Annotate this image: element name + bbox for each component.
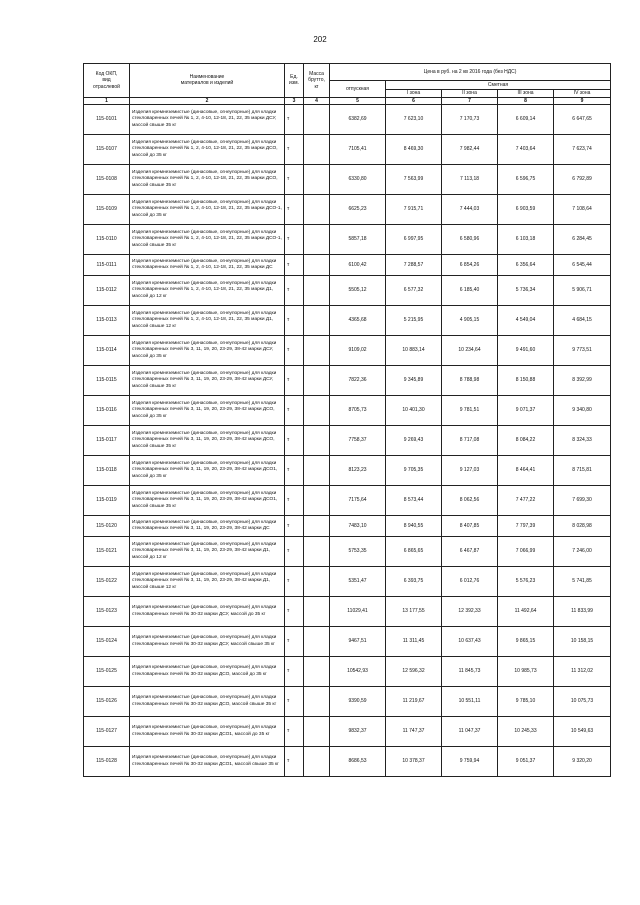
row-name: Изделия кремнеземистые (динасовые, огнеупорные) для кладки стекловаренных печей № 1, 2, 4-10, 12-18, 21, 22, 35 марки ДСУ, массой свыше 35 кг [130,105,285,135]
row-zone-2-price: 9 759,94 [442,747,498,777]
row-unit: т [285,255,304,276]
row-mass [304,195,330,225]
row-zone-1-price: 6 393,75 [386,567,442,597]
row-zone-3-price: 7 066,99 [498,537,554,567]
row-zone-2-price: 8 407,85 [442,516,498,537]
row-name: Изделия кремнеземистые (динасовые, огнеупорные) для кладки стекловаренных печей № 3, 11, 19, 20, 23-29, 38-42 марки ДСУ, массой до 35 кг [130,336,285,366]
row-zone-4-price: 6 647,65 [554,105,611,135]
row-code: 115-0124 [84,627,130,657]
row-unit: т [285,597,304,627]
table-row [84,486,611,516]
row-zone-4-price: 9 773,51 [554,336,611,366]
row-zone-2-price: 8 788,98 [442,366,498,396]
row-zone-2-price: 8 062,56 [442,486,498,516]
row-name: Изделия кремнеземистые (динасовые, огнеупорные) для кладки стекловаренных печей № 30-32 марки ДСУ, массой до 35 кг [130,597,285,627]
row-code: 115-0119 [84,486,130,516]
row-zone-4-price: 8 715,81 [554,456,611,486]
row-zone-3-price: 11 492,64 [498,597,554,627]
row-code: 115-0126 [84,687,130,717]
row-zone-4-price: 4 684,15 [554,306,611,336]
row-release-price: 6100,42 [330,255,386,276]
row-zone-2-price: 10 234,64 [442,336,498,366]
row-name: Изделия кремнеземистые (динасовые, огнеупорные) для кладки стекловаренных печей № 1, 2, 4-10, 12-18, 21, 22, 35 марки ДС [130,255,285,276]
header-zone-2: II зона [442,90,498,98]
row-zone-1-price: 5 215,95 [386,306,442,336]
row-zone-3-price: 6 356,64 [498,255,554,276]
row-code: 115-0107 [84,135,130,165]
row-mass [304,747,330,777]
row-zone-1-price: 10 378,37 [386,747,442,777]
row-code: 115-0111 [84,255,130,276]
row-code: 115-0115 [84,366,130,396]
row-code: 115-0125 [84,657,130,687]
row-name: Изделия кремнеземистые (динасовые, огнеупорные) для кладки стекловаренных печей № 30-32 марки ДСО, массой свыше 35 кг [130,687,285,717]
col-number: 9 [554,97,611,105]
row-release-price: 6382,69 [330,105,386,135]
row-zone-1-price: 9 345,89 [386,366,442,396]
row-zone-4-price: 10 549,63 [554,717,611,747]
row-zone-2-price: 7 113,18 [442,165,498,195]
row-mass [304,537,330,567]
row-zone-1-price: 9 705,35 [386,456,442,486]
row-release-price: 7105,41 [330,135,386,165]
row-unit: т [285,627,304,657]
row-release-price: 7175,64 [330,486,386,516]
table-row [84,396,611,426]
row-unit: т [285,225,304,255]
row-zone-1-price: 6 577,32 [386,276,442,306]
row-unit: т [285,657,304,687]
row-mass [304,597,330,627]
table-row [84,627,611,657]
row-code: 115-0122 [84,567,130,597]
row-mass [304,657,330,687]
row-name: Изделия кремнеземистые (динасовые, огнеупорные) для кладки стекловаренных печей № 30-32 марки ДСО, массой до 35 кг [130,657,285,687]
row-release-price: 8705,73 [330,396,386,426]
row-zone-4-price: 8 392,99 [554,366,611,396]
row-release-price: 8686,53 [330,747,386,777]
table-row [84,225,611,255]
row-zone-4-price: 11 312,02 [554,657,611,687]
row-zone-3-price: 7 477,22 [498,486,554,516]
row-zone-2-price: 7 170,73 [442,105,498,135]
table-row [84,336,611,366]
row-mass [304,165,330,195]
row-release-price: 7483,10 [330,516,386,537]
row-zone-4-price: 7 699,30 [554,486,611,516]
row-zone-2-price: 6 854,26 [442,255,498,276]
price-table [83,63,611,777]
row-zone-1-price: 6 865,65 [386,537,442,567]
row-zone-1-price: 9 269,43 [386,426,442,456]
table-row [84,306,611,336]
row-zone-1-price: 10 883,14 [386,336,442,366]
table-row [84,366,611,396]
row-zone-4-price: 8 028,98 [554,516,611,537]
row-zone-2-price: 6 467,87 [442,537,498,567]
table-row [84,567,611,597]
row-zone-1-price: 11 747,37 [386,717,442,747]
row-mass [304,306,330,336]
row-unit: т [285,276,304,306]
row-release-price: 10542,93 [330,657,386,687]
col-number: 3 [285,97,304,105]
row-code: 115-0108 [84,165,130,195]
row-unit: т [285,135,304,165]
row-code: 115-0116 [84,396,130,426]
row-zone-3-price: 7 403,64 [498,135,554,165]
row-unit: т [285,336,304,366]
table-row [84,195,611,225]
row-zone-4-price: 10 158,15 [554,627,611,657]
row-unit: т [285,486,304,516]
row-mass [304,396,330,426]
row-zone-2-price: 9 781,51 [442,396,498,426]
row-zone-3-price: 9 865,15 [498,627,554,657]
row-zone-3-price: 6 103,18 [498,225,554,255]
row-zone-2-price: 6 580,96 [442,225,498,255]
row-name: Изделия кремнеземистые (динасовые, огнеупорные) для кладки стекловаренных печей № 30-32 марки ДСО1, массой до 35 кг [130,717,285,747]
row-unit: т [285,456,304,486]
row-name: Изделия кремнеземистые (динасовые, огнеупорные) для кладки стекловаренных печей № 1, 2, 4-10, 12-18, 21, 22, 35 марки ДСО, массой до 35 кг [130,135,285,165]
row-unit: т [285,105,304,135]
row-code: 115-0128 [84,747,130,777]
row-zone-1-price: 7 623,10 [386,105,442,135]
table-body [84,105,611,777]
col-number: 5 [330,97,386,105]
row-zone-2-price: 12 392,33 [442,597,498,627]
row-zone-1-price: 12 596,32 [386,657,442,687]
row-name: Изделия кремнеземистые (динасовые, огнеупорные) для кладки стекловаренных печей № 3, 11, 19, 20, 23-29, 38-42 марки Д1, массой до 12 кг [130,537,285,567]
col-number: 1 [84,97,130,105]
row-zone-3-price: 5 736,34 [498,276,554,306]
row-mass [304,516,330,537]
table-row [84,516,611,537]
row-zone-2-price: 7 444,03 [442,195,498,225]
row-zone-3-price: 10 245,33 [498,717,554,747]
row-zone-3-price: 9 051,37 [498,747,554,777]
row-zone-4-price: 6 284,45 [554,225,611,255]
row-mass [304,366,330,396]
row-mass [304,717,330,747]
row-unit: т [285,687,304,717]
table-row [84,135,611,165]
row-zone-3-price: 6 596,75 [498,165,554,195]
col-number: 4 [304,97,330,105]
header-zone-1: I зона [386,90,442,98]
row-zone-3-price: 7 797,39 [498,516,554,537]
row-zone-2-price: 10 551,11 [442,687,498,717]
row-zone-4-price: 8 324,33 [554,426,611,456]
row-unit: т [285,717,304,747]
row-zone-3-price: 8 084,22 [498,426,554,456]
row-zone-2-price: 9 127,03 [442,456,498,486]
row-release-price: 6330,80 [330,165,386,195]
header-price-group: Цена в руб. на 2 кв 2016 года (без НДС) [330,64,611,81]
row-zone-3-price: 9 071,37 [498,396,554,426]
row-zone-3-price: 4 549,04 [498,306,554,336]
row-unit: т [285,567,304,597]
row-unit: т [285,366,304,396]
header-unit: Ед. изм. [285,64,304,98]
row-unit: т [285,426,304,456]
row-zone-4-price: 9 320,20 [554,747,611,777]
row-release-price: 9109,02 [330,336,386,366]
row-name: Изделия кремнеземистые (динасовые, огнеупорные) для кладки стекловаренных печей № 3, 11, 19, 20, 23-29, 38-42 марки ДСО1, массой свыше 35 кг [130,486,285,516]
row-release-price: 7758,37 [330,426,386,456]
row-mass [304,567,330,597]
row-zone-3-price: 8 150,88 [498,366,554,396]
row-code: 115-0117 [84,426,130,456]
row-code: 115-0101 [84,105,130,135]
col-number: 6 [386,97,442,105]
row-zone-3-price: 6 609,14 [498,105,554,135]
header-estimate-price: Сметная [386,81,611,90]
row-name: Изделия кремнеземистые (динасовые, огнеупорные) для кладки стекловаренных печей № 1, 2, 4-10, 12-18, 21, 22, 35 марки ДСО-1, массой до 35 кг [130,195,285,225]
row-name: Изделия кремнеземистые (динасовые, огнеупорные) для кладки стекловаренных печей № 3, 11, 19, 20, 23-29, 38-42 марки ДСО, массой свыше 35 кг [130,426,285,456]
row-zone-2-price: 11 845,73 [442,657,498,687]
row-zone-4-price: 7 246,00 [554,537,611,567]
row-zone-1-price: 6 997,95 [386,225,442,255]
row-code: 115-0112 [84,276,130,306]
header-code: Код ОКП, вид отраслевой [84,64,130,98]
row-name: Изделия кремнеземистые (динасовые, огнеупорные) для кладки стекловаренных печей № 3, 11, 19, 20, 23-29, 38-42 марки ДСО1, массой до 35 кг [130,456,285,486]
row-mass [304,687,330,717]
row-release-price: 5753,35 [330,537,386,567]
row-zone-3-price: 6 903,59 [498,195,554,225]
header-zone-4: IV зона [554,90,611,98]
header-zone-3: III зона [498,90,554,98]
row-release-price: 9390,59 [330,687,386,717]
row-zone-4-price: 5 741,85 [554,567,611,597]
column-number-row [84,97,611,105]
row-release-price: 7822,36 [330,366,386,396]
row-zone-4-price: 6 792,89 [554,165,611,195]
row-mass [304,456,330,486]
row-release-price: 11029,41 [330,597,386,627]
row-zone-3-price: 8 464,41 [498,456,554,486]
row-release-price: 4365,68 [330,306,386,336]
row-name: Изделия кремнеземистые (динасовые, огнеупорные) для кладки стекловаренных печей № 30-32 марки ДСУ, массой свыше 35 кг [130,627,285,657]
row-zone-2-price: 6 012,76 [442,567,498,597]
table-row [84,597,611,627]
row-zone-2-price: 6 185,40 [442,276,498,306]
row-name: Изделия кремнеземистые (динасовые, огнеупорные) для кладки стекловаренных печей № 1, 2, 4-10, 12-18, 21, 22, 35 марки Д1, массой свыше 12 кг [130,306,285,336]
row-release-price: 9467,51 [330,627,386,657]
row-release-price: 9832,37 [330,717,386,747]
row-name: Изделия кремнеземистые (динасовые, огнеупорные) для кладки стекловаренных печей № 3, 11, 19, 20, 23-29, 38-42 марки ДСУ, массой свыше 35 кг [130,366,285,396]
row-mass [304,105,330,135]
row-zone-1-price: 10 401,30 [386,396,442,426]
table-row [84,165,611,195]
row-zone-3-price: 9 785,10 [498,687,554,717]
row-name: Изделия кремнеземистые (динасовые, огнеупорные) для кладки стекловаренных печей № 30-32 марки ДСО1, массой свыше 35 кг [130,747,285,777]
row-code: 115-0121 [84,537,130,567]
row-unit: т [285,516,304,537]
row-release-price: 5505,12 [330,276,386,306]
row-zone-1-price: 8 573,44 [386,486,442,516]
table-row [84,456,611,486]
row-name: Изделия кремнеземистые (динасовые, огнеупорные) для кладки стекловаренных печей № 3, 11, 19, 20, 23-29, 38-42 марки ДСО, массой до 35 кг [130,396,285,426]
row-code: 115-0110 [84,225,130,255]
row-zone-3-price: 5 576,23 [498,567,554,597]
row-zone-1-price: 7 915,71 [386,195,442,225]
table-row [84,255,611,276]
table-row [84,105,611,135]
row-zone-1-price: 11 311,45 [386,627,442,657]
row-code: 115-0109 [84,195,130,225]
row-zone-4-price: 10 075,73 [554,687,611,717]
row-mass [304,627,330,657]
table-row [84,717,611,747]
row-unit: т [285,195,304,225]
row-zone-1-price: 8 469,30 [386,135,442,165]
row-mass [304,276,330,306]
row-zone-2-price: 11 047,37 [442,717,498,747]
table-row [84,426,611,456]
row-release-price: 6625,23 [330,195,386,225]
row-unit: т [285,396,304,426]
row-zone-1-price: 7 288,57 [386,255,442,276]
row-release-price: 5351,47 [330,567,386,597]
row-zone-1-price: 13 177,55 [386,597,442,627]
row-release-price: 8123,23 [330,456,386,486]
row-mass [304,135,330,165]
row-zone-1-price: 8 940,55 [386,516,442,537]
row-name: Изделия кремнеземистые (динасовые, огнеупорные) для кладки стекловаренных печей № 3, 11, 19, 20, 23-29, 38-42 марки ДС [130,516,285,537]
row-unit: т [285,165,304,195]
row-unit: т [285,537,304,567]
row-zone-4-price: 6 545,44 [554,255,611,276]
row-code: 115-0113 [84,306,130,336]
row-name: Изделия кремнеземистые (динасовые, огнеупорные) для кладки стекловаренных печей № 1, 2, 4-10, 12-18, 21, 22, 35 марки ДСО, массой свыше 35 кг [130,165,285,195]
row-zone-4-price: 9 340,80 [554,396,611,426]
row-unit: т [285,747,304,777]
row-zone-4-price: 11 833,99 [554,597,611,627]
row-zone-4-price: 7 108,64 [554,195,611,225]
row-zone-2-price: 10 637,43 [442,627,498,657]
table-row [84,276,611,306]
col-number: 7 [442,97,498,105]
row-zone-2-price: 4 905,15 [442,306,498,336]
row-name: Изделия кремнеземистые (динасовые, огнеупорные) для кладки стекловаренных печей № 1, 2, 4-10, 12-18, 21, 22, 35 марки ДСО-1, массой свыше 35 кг [130,225,285,255]
row-zone-1-price: 11 219,67 [386,687,442,717]
row-release-price: 5857,18 [330,225,386,255]
row-code: 115-0123 [84,597,130,627]
row-unit: т [285,306,304,336]
table-row [84,687,611,717]
row-name: Изделия кремнеземистые (динасовые, огнеупорные) для кладки стекловаренных печей № 1, 2, 4-10, 12-18, 21, 22, 35 марки Д1, массой до 12 кг [130,276,285,306]
col-number: 8 [498,97,554,105]
table-row [84,657,611,687]
row-zone-3-price: 9 491,60 [498,336,554,366]
row-zone-4-price: 7 623,74 [554,135,611,165]
row-code: 115-0127 [84,717,130,747]
row-mass [304,255,330,276]
table-row [84,537,611,567]
row-name: Изделия кремнеземистые (динасовые, огнеупорные) для кладки стекловаренных печей № 3, 11, 19, 20, 23-29, 38-42 марки Д1, массой свыше 12 кг [130,567,285,597]
row-mass [304,426,330,456]
row-zone-4-price: 5 906,71 [554,276,611,306]
page-number: 202 [313,35,327,44]
col-number: 2 [130,97,285,105]
header-name: Наименование материалов и изделий [130,64,285,98]
row-zone-1-price: 7 563,99 [386,165,442,195]
row-code: 115-0118 [84,456,130,486]
header-mass: Масса брутто, кг [304,64,330,98]
row-zone-3-price: 10 985,73 [498,657,554,687]
row-mass [304,225,330,255]
table-row [84,747,611,777]
row-code: 115-0114 [84,336,130,366]
row-mass [304,486,330,516]
row-zone-2-price: 7 982,44 [442,135,498,165]
header-release-price: отпускная [330,81,386,98]
row-zone-2-price: 8 717,08 [442,426,498,456]
row-mass [304,336,330,366]
row-code: 115-0120 [84,516,130,537]
